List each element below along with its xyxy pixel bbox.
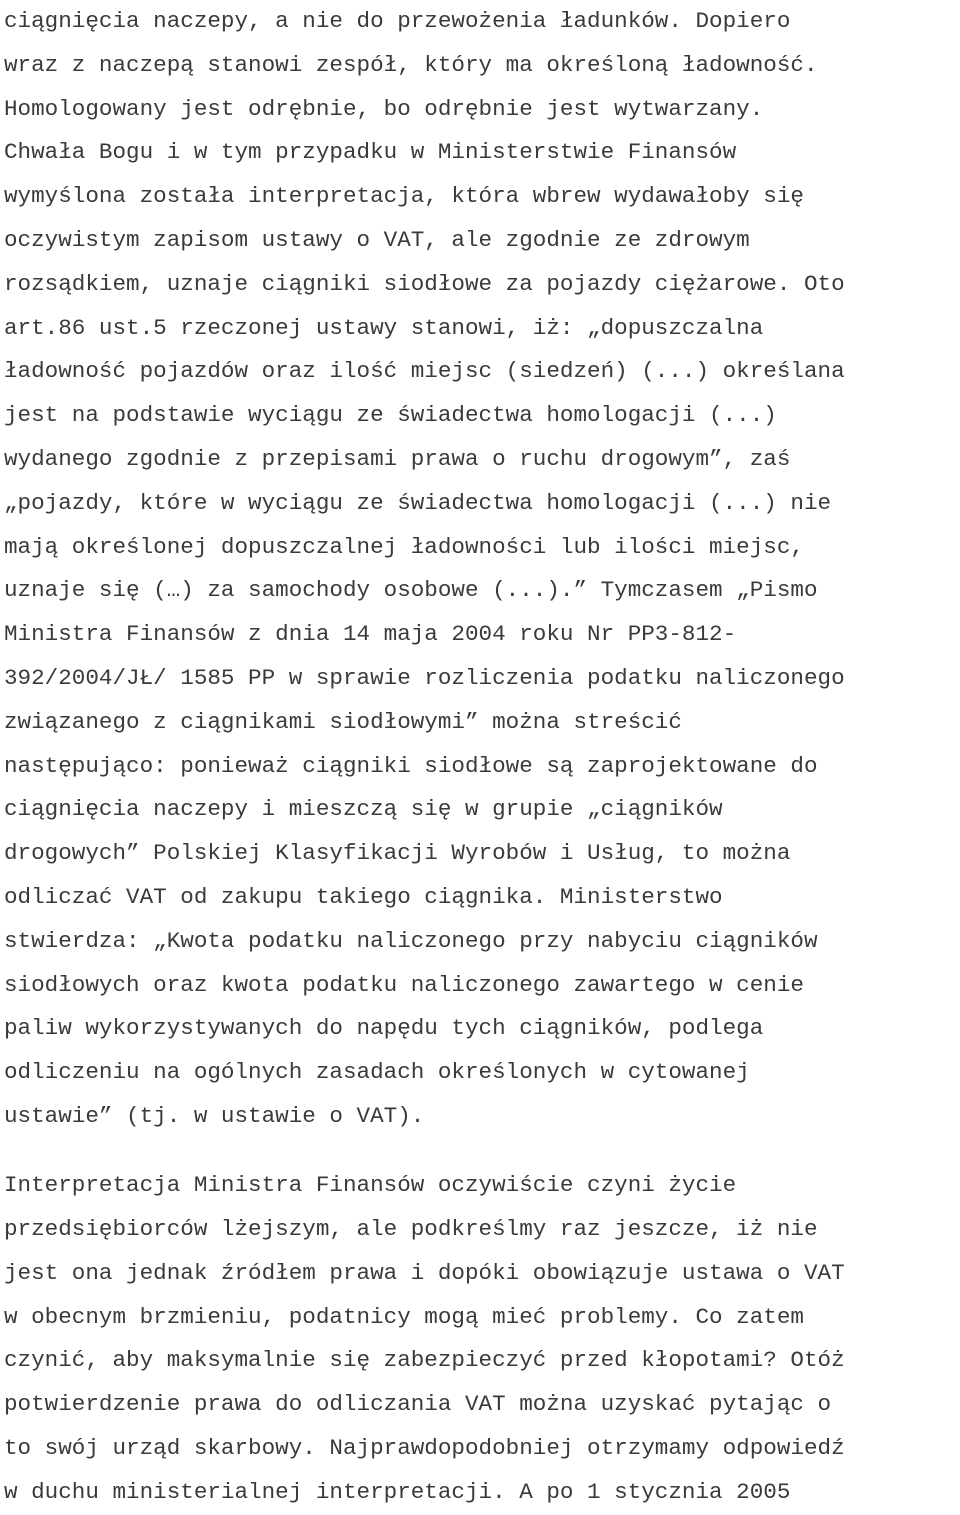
text-line: „pojazdy, które w wyciągu ze świadectwa homologacji (...) nie [4, 489, 832, 516]
text-line: ustawie” (tj. w ustawie o VAT). [4, 1102, 425, 1129]
text-line: Ministra Finansów z dnia 14 maja 2004 roku Nr PP3-812- [4, 621, 737, 648]
text-line: w obecnym brzmieniu, podatnicy mogą mieć problemy. Co zatem [4, 1303, 804, 1330]
text-line: paliw wykorzystywanych do napędu tych ciągników, podlega [4, 1015, 764, 1042]
text-line: potwierdzenie prawa do odliczania VAT można uzyskać pytając o [4, 1391, 832, 1418]
text-line: 392/2004/JŁ/ 1585 PP w sprawie rozliczenia podatku naliczonego [4, 664, 845, 691]
text-line: przedsiębiorców lżejszym, ale podkreślmy raz jeszcze, iż nie [4, 1216, 818, 1243]
text-line: mają określonej dopuszczalnej ładowności lub ilości miejsc, [4, 533, 804, 560]
text-line: Interpretacja Ministra Finansów oczywiście czyni życie [4, 1172, 737, 1199]
text-line: odliczać VAT od zakupu takiego ciągnika. Ministerstwo [4, 883, 723, 910]
text-line: związanego z ciągnikami siodłowymi” można streścić [4, 708, 682, 735]
text-line: Chwała Bogu i w tym przypadku w Ministerstwie Finansów [4, 139, 737, 166]
text-line: jest ona jednak źródłem prawa i dopóki obowiązuje ustawa o VAT [4, 1259, 845, 1286]
paragraph-1 [4, 0, 960, 1139]
text-line: odliczeniu na ogólnych zasadach określonych w cytowanej [4, 1059, 750, 1086]
text-line: Homologowany jest odrębnie, bo odrębnie jest wytwarzany. [4, 95, 764, 122]
text-line: to swój urząd skarbowy. Najprawdopodobniej otrzymamy odpowiedź [4, 1435, 845, 1461]
text-line: ciągnięcia naczepy, a nie do przewożenia ładunków. Dopiero [4, 8, 791, 34]
text-line: jest na podstawie wyciągu ze świadectwa homologacji (...) [4, 402, 777, 429]
document-page [4, 0, 960, 1515]
text-line: ładowność pojazdów oraz ilość miejsc (siedzeń) (...) określana [4, 358, 845, 385]
text-line: siodłowych oraz kwota podatku naliczonego zawartego w cenie [4, 971, 804, 998]
text-line: ciągnięcia naczepy i mieszczą się w grupie „ciągników [4, 796, 723, 823]
text-line: w duchu ministerialnej interpretacji. A po 1 stycznia 2005 [4, 1478, 791, 1505]
text-line: uznaje się (…) za samochody osobowe (...).” Tymczasem „Pismo [4, 577, 818, 604]
text-line: rozsądkiem, uznaje ciągniki siodłowe za pojazdy ciężarowe. Oto [4, 270, 845, 297]
text-line: wraz z naczepą stanowi zespół, który ma określoną ładowność. [4, 51, 818, 78]
text-line: stwierdza: „Kwota podatku naliczonego przy nabyciu ciągników [4, 927, 818, 954]
paragraph-2 [4, 1164, 960, 1514]
text-line: wymyślona została interpretacja, która wbrew wydawałoby się [4, 183, 804, 210]
text-line: art.86 ust.5 rzeczonej ustawy stanowi, iż: „dopuszczalna [4, 314, 764, 341]
text-line: czynić, aby maksymalnie się zabezpieczyć przed kłopotami? Otóż [4, 1347, 845, 1374]
text-line: oczywistym zapisom ustawy o VAT, ale zgodnie ze zdrowym [4, 226, 750, 253]
text-line: drogowych” Polskiej Klasyfikacji Wyrobów i Usług, to można [4, 840, 791, 867]
text-line: następująco: ponieważ ciągniki siodłowe są zaprojektowane do [4, 752, 818, 779]
text-line: wydanego zgodnie z przepisami prawa o ruchu drogowym”, zaś [4, 445, 791, 472]
paragraph-spacer [4, 1139, 960, 1165]
